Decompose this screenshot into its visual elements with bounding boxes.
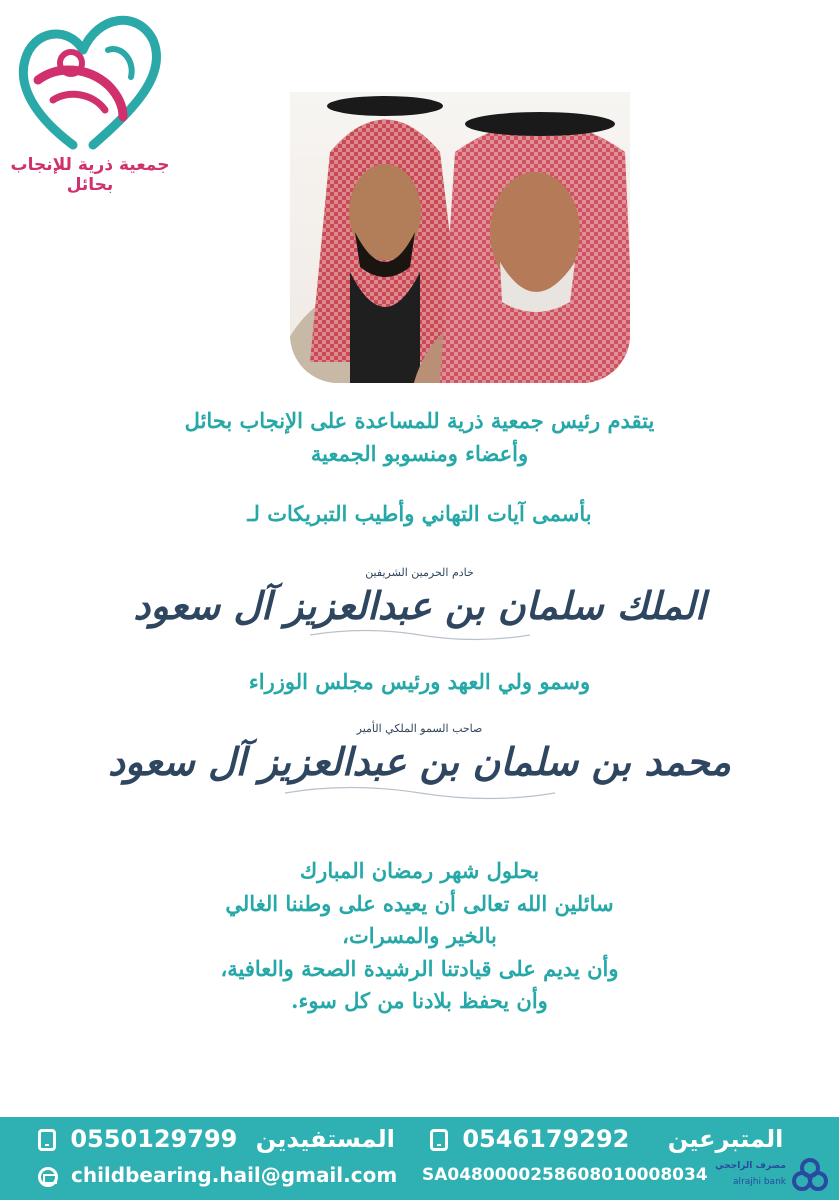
greeting-line-2: وأعضاء ومنسوبو الجمعية [310,440,529,466]
king-title: خادم الحرمين الشريفين [365,566,474,579]
closing-line: سائلين الله تعالى أن يعيده على وطننا الغالي [225,890,614,916]
beneficiaries-phone[interactable]: 0550129799 [70,1125,238,1153]
crown-prince-name: محمد بن سلمان بن عبدالعزيز آل سعود [107,739,731,784]
beneficiaries-contact [38,1125,395,1153]
closing-block [0,855,839,1018]
donors-contact [430,1125,783,1153]
king-name: الملك سلمان بن عبدالعزيز آل سعود [133,583,706,628]
association-logo [5,5,175,195]
greeting-intro [0,405,839,470]
greeting-line-3: بأسمى آيات التهاني وأطيب التبريكات لـ [247,501,592,526]
closing-line: بحلول شهر رمضان المبارك [299,858,540,883]
crown-prince-flourish-icon [280,784,560,802]
email-icon [38,1167,58,1187]
email-address[interactable]: childbearing.hail@gmail.com [70,1163,398,1187]
contact-footer [0,1117,839,1200]
email-contact [38,1163,397,1187]
greeting-line-1: يتقدم رئيس جمعية ذرية للمساعدة على الإنجاب بحائل [184,408,655,433]
portrait-illustration [290,92,630,383]
bank-name-ar: مصرف الراجحي [715,1161,786,1171]
phone-icon [38,1129,56,1151]
crown-prince-calligraphy [0,722,839,802]
greeting-line-4: وسمو ولي العهد ورئيس مجلس الوزراء [248,669,591,694]
closing-line: وأن يحفظ بلادنا من كل سوء. [291,988,548,1014]
leaders-portrait [290,92,630,383]
iban-contact [422,1165,708,1185]
heart-logo-icon [13,5,168,155]
king-calligraphy [0,566,839,642]
king-flourish-icon [305,628,535,642]
iban-number: SA0480000258608010008034 [422,1165,708,1185]
crown-prince-title: صاحب السمو الملكي الأمير [356,722,483,735]
closing-line: وأن يديم على قيادتنا الرشيدة الصحة والعافية، [220,955,619,981]
beneficiaries-label: المستفيدين [255,1125,395,1153]
bank-logo [712,1157,832,1197]
donors-phone[interactable]: 0546179292 [462,1125,630,1153]
closing-line: بالخير والمسرات، [342,923,497,949]
bank-name-en: alrajhi bank [733,1177,786,1187]
donors-label: المتبرعين [667,1125,784,1153]
bank-emblem-icon [792,1157,828,1193]
phone-icon [430,1129,448,1151]
logo-text: جمعية ذرية للإنجاب بحائل [10,155,170,195]
